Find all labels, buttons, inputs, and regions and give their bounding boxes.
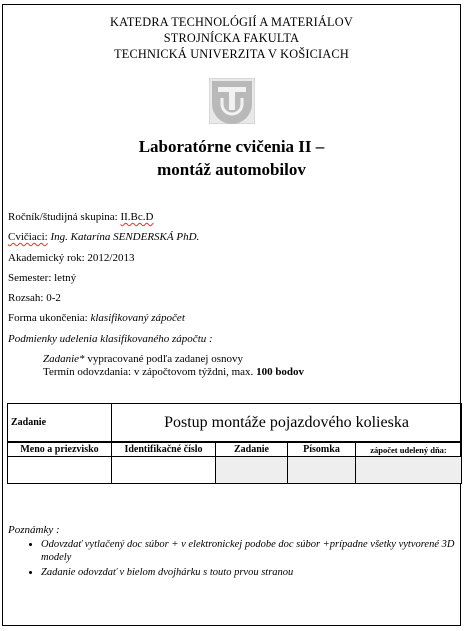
- grading-table: [7, 442, 462, 484]
- semester: Semester: letný: [8, 272, 77, 284]
- note-item: • Zadanie odovzdať v bielom dvojhárku s touto prvou stranou: [41, 566, 465, 579]
- deadline-text: Termín odovzdania: v zápočtovom týždni, max.: [43, 366, 254, 378]
- completion-form-value: klasifikovaný zápočet: [90, 312, 185, 324]
- name-cell: [8, 457, 112, 484]
- course-range: Rozsah: 0-2: [8, 292, 61, 304]
- faculty-name: STROJNÍCKA FAKULTA: [163, 31, 300, 45]
- completion-form-line: [8, 312, 185, 324]
- university-name: TECHNICKÁ UNIVERZITA V KOŠICIACH: [114, 47, 349, 61]
- task-condition-text: vypracované podľa zadanej osnovy: [87, 353, 243, 365]
- test-score-cell: [288, 457, 356, 484]
- deadline-points: 100 bodov: [256, 366, 305, 378]
- task-table: [7, 403, 462, 442]
- task-score-cell: [216, 457, 288, 484]
- task-title-cell: Postup montáže pojazdového kolieska: [112, 404, 462, 442]
- column-header: Zadanie: [216, 443, 288, 457]
- column-header: zápočet udelený dňa:: [356, 443, 462, 457]
- id-cell: [112, 457, 216, 484]
- study-group-label: Ročník/študijná skupina:: [8, 211, 118, 223]
- instructor-value: Ing. Katarína SENDERSKÁ PhD.: [50, 231, 200, 243]
- document-title-line1: Laboratórne cvičenia II –: [138, 137, 325, 156]
- completion-conditions: Podmienky udelenia klasifikovaného zápočtu :: [8, 333, 213, 345]
- column-header: Meno a priezvisko: [8, 443, 112, 457]
- deadline-line: [43, 366, 304, 378]
- credit-date-cell: [356, 457, 462, 484]
- notes-title: Poznámky :: [8, 524, 60, 536]
- academic-year: Akademický rok: 2012/2013: [8, 252, 135, 264]
- department-name: KATEDRA TECHNOLÓGIÍ A MATERIÁLOV: [110, 15, 353, 29]
- university-emblem-icon: [209, 78, 255, 124]
- study-group-value: II.Bc.D: [120, 211, 154, 223]
- column-header: Identifikačné číslo: [112, 443, 216, 457]
- instructor-line: [8, 231, 199, 243]
- notes-list: [25, 538, 465, 581]
- study-group-line: [8, 211, 153, 223]
- instructor-label: Cvičiaci:: [8, 231, 48, 243]
- column-header: Písomka: [288, 443, 356, 457]
- completion-form-label: Forma ukončenia:: [8, 312, 88, 324]
- task-condition-line: [43, 353, 243, 365]
- document-page: [2, 4, 461, 626]
- task-label-cell: Zadanie: [8, 404, 112, 442]
- document-title-line2: montáž automobilov: [157, 160, 306, 179]
- note-item: • Odovzdať vytlačený doc súbor + v elektronickej podobe doc súbor +prípadne všetky vytvorené 3D modely: [41, 538, 465, 564]
- task-condition-label: Zadanie*: [43, 353, 85, 365]
